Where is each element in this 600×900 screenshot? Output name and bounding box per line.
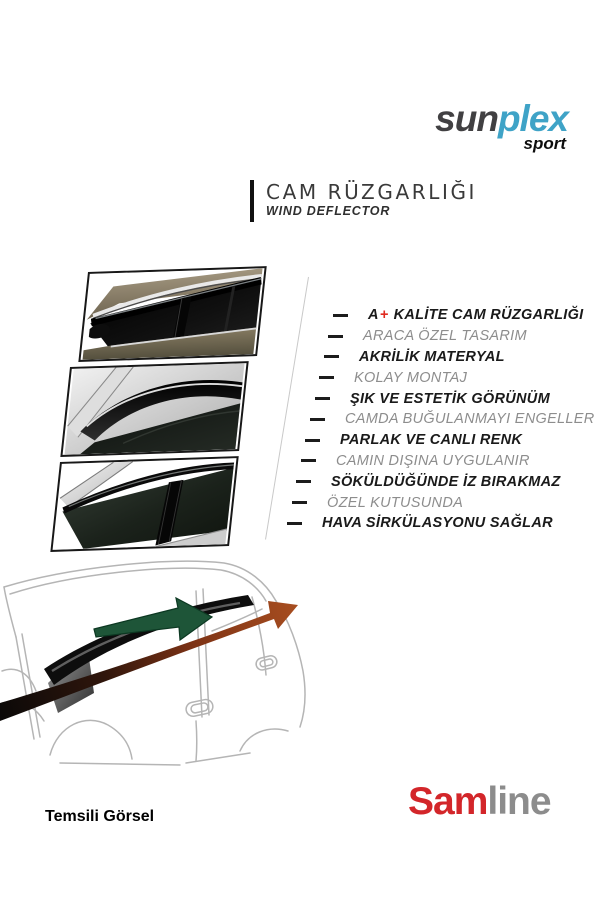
feature-item (0, 326, 600, 347)
feature-item (0, 388, 600, 409)
dash-icon (328, 335, 343, 338)
feature-label: ÖZEL KUTUSUNDA (327, 494, 464, 511)
feature-label: AKRİLİK MATERYAL (359, 348, 505, 365)
samline-sam: Sam (408, 780, 488, 823)
sunplex-sun: sun (435, 98, 498, 139)
feature-label: SÖKÜLDÜĞÜNDE İZ BIRAKMAZ (331, 473, 561, 490)
feature-text (368, 307, 584, 323)
dash-icon (319, 376, 334, 379)
sunplex-wordmark (435, 100, 568, 137)
header-accent-bar (250, 180, 254, 222)
feature-list (0, 305, 600, 534)
airflow-diagram (0, 553, 322, 781)
samline-line: line (487, 780, 551, 823)
dash-icon (292, 501, 307, 504)
feature-item (0, 305, 600, 326)
dash-icon (333, 314, 348, 317)
page-title: CAM RÜZGARLIĞI (266, 180, 478, 204)
feature-item (0, 471, 600, 492)
sunplex-logo (435, 100, 568, 152)
dash-icon (315, 397, 330, 400)
sunplex-plex: plex (497, 98, 568, 139)
feature-prefix: A (368, 307, 379, 324)
feature-label: KALİTE CAM RÜZGARLIĞI (393, 307, 584, 324)
header-texts (266, 180, 477, 222)
dash-icon (296, 480, 311, 483)
dash-icon (310, 418, 325, 421)
representative-image-note: Temsili Görsel (45, 808, 155, 825)
airflow-green-arrow (94, 598, 212, 640)
page-subtitle: WIND DEFLECTOR (266, 204, 391, 218)
sunplex-sport-label: sport (523, 134, 566, 153)
car-airflow-illustration (0, 553, 322, 781)
dash-icon (287, 522, 302, 525)
feature-label: CAMDA BUĞULANMAYI ENGELLER (345, 411, 595, 428)
feature-item (0, 492, 600, 513)
feature-label: KOLAY MONTAJ (354, 369, 468, 386)
feature-label: ŞIK VE ESTETİK GÖRÜNÜM (350, 390, 550, 407)
feature-label: PARLAK VE CANLI RENK (340, 432, 523, 449)
feature-item (0, 513, 600, 534)
samline-logo (408, 782, 551, 821)
feature-item (0, 451, 600, 472)
feature-item (0, 409, 600, 430)
header (250, 180, 477, 222)
feature-label: ARACA ÖZEL TASARIM (363, 328, 527, 345)
feature-label: CAMIN DIŞINA UYGULANIR (336, 452, 530, 469)
dash-icon (324, 355, 339, 358)
plus-sign: + (379, 307, 389, 324)
dash-icon (305, 439, 320, 442)
feature-item (0, 430, 600, 451)
feature-label: HAVA SİRKÜLASYONU SAĞLAR (322, 515, 553, 532)
feature-item (0, 367, 600, 388)
feature-item (0, 347, 600, 368)
dash-icon (301, 459, 316, 462)
deflector-band (44, 595, 254, 713)
